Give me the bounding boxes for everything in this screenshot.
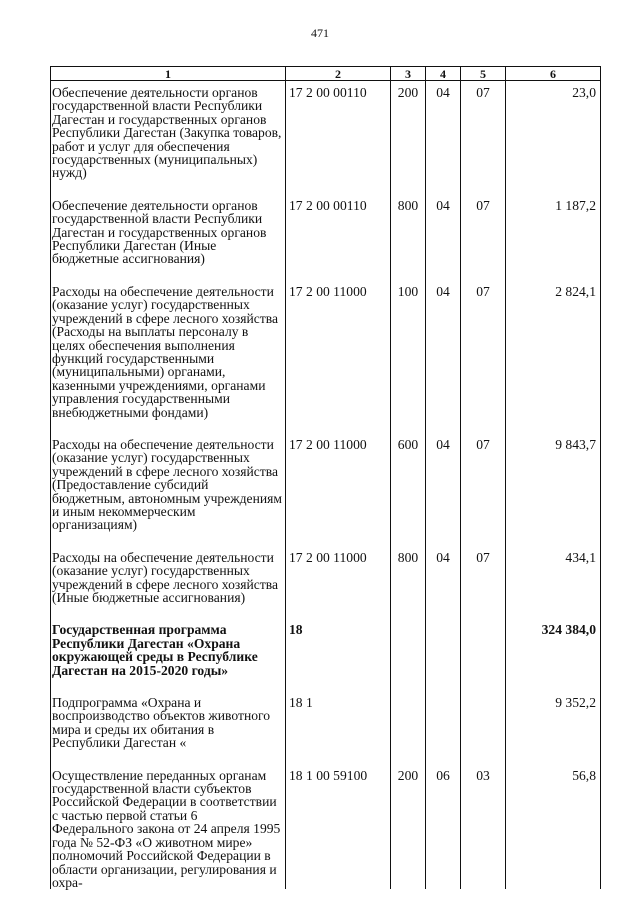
row-section xyxy=(426,691,461,764)
row-expense-type xyxy=(391,691,426,764)
column-header: 6 xyxy=(506,67,601,81)
row-expense-type: 800 xyxy=(391,546,426,619)
row-subsection: 03 xyxy=(461,764,506,890)
table-header xyxy=(51,67,601,81)
row-description: Расходы на обеспечение деятельности (оказание услуг) государственных учреждений в сфере лесного хозяйства (Расходы на выплаты персоналу в целях обеспечения выполнения функций государственными (муниципальными) органами, казенными учреждениями, органами управления государственными внебюджетными фондами) xyxy=(51,280,286,433)
row-amount: 434,1 xyxy=(506,546,601,619)
row-amount: 56,8 xyxy=(506,764,601,890)
table-row xyxy=(51,81,601,194)
row-section: 04 xyxy=(426,433,461,546)
row-subsection: 07 xyxy=(461,280,506,433)
row-target-article: 17 2 00 11000 xyxy=(286,546,391,619)
row-target-article: 17 2 00 11000 xyxy=(286,280,391,433)
row-description: Осуществление переданных органам государственной власти субъектов Российской Федерации в соответствии с частью первой статьи 6 Федерального закона от 24 апреля 1995 года № 52-ФЗ «О животном мире» полномочий Российской Федерации в области организации, регулирования и охра- xyxy=(51,764,286,890)
row-amount: 2 824,1 xyxy=(506,280,601,433)
row-amount: 9 352,2 xyxy=(506,691,601,764)
row-expense-type: 200 xyxy=(391,764,426,890)
row-expense-type: 600 xyxy=(391,433,426,546)
table-row xyxy=(51,194,601,280)
row-description: Подпрограмма «Охрана и воспроизводство объектов животного мира и среды их обитания в Республики Дагестан « xyxy=(51,691,286,764)
page-number: 471 xyxy=(311,26,329,40)
row-section: 06 xyxy=(426,764,461,890)
table-row xyxy=(51,280,601,433)
row-amount: 9 843,7 xyxy=(506,433,601,546)
row-expense-type: 200 xyxy=(391,81,426,194)
column-header: 1 xyxy=(51,67,286,81)
row-target-article: 18 xyxy=(286,618,391,691)
row-section xyxy=(426,618,461,691)
table-row xyxy=(51,433,601,546)
row-subsection: 07 xyxy=(461,433,506,546)
row-section: 04 xyxy=(426,280,461,433)
row-amount: 324 384,0 xyxy=(506,618,601,691)
row-subsection xyxy=(461,691,506,764)
row-section: 04 xyxy=(426,81,461,194)
row-description: Обеспечение деятельности органов государственной власти Республики Дагестан и государственных органов Республики Дагестан (Закупка товаров, работ и услуг для обеспечения государственных (муниципальных) нужд) xyxy=(51,81,286,194)
row-description: Государственная программа Республики Дагестан «Охрана окружающей среды в Республике Дагестан на 2015-2020 годы» xyxy=(51,618,286,691)
row-amount: 1 187,2 xyxy=(506,194,601,280)
row-target-article: 18 1 xyxy=(286,691,391,764)
row-description: Обеспечение деятельности органов государственной власти Республики Дагестан и государственных органов Республики Дагестан (Иные бюджетные ассигнования) xyxy=(51,194,286,280)
row-target-article: 17 2 00 00110 xyxy=(286,194,391,280)
row-subsection: 07 xyxy=(461,194,506,280)
row-target-article: 17 2 00 00110 xyxy=(286,81,391,194)
column-header: 3 xyxy=(391,67,426,81)
row-expense-type xyxy=(391,618,426,691)
row-subsection: 07 xyxy=(461,546,506,619)
row-section: 04 xyxy=(426,546,461,619)
table-body xyxy=(51,81,601,890)
row-target-article: 17 2 00 11000 xyxy=(286,433,391,546)
column-header: 2 xyxy=(286,67,391,81)
row-expense-type: 100 xyxy=(391,280,426,433)
row-subsection: 07 xyxy=(461,81,506,194)
row-expense-type: 800 xyxy=(391,194,426,280)
budget-table xyxy=(50,66,601,889)
column-header: 4 xyxy=(426,67,461,81)
table-row-program xyxy=(51,618,601,691)
row-amount: 23,0 xyxy=(506,81,601,194)
row-description: Расходы на обеспечение деятельности (оказание услуг) государственных учреждений в сфере лесного хозяйства (Иные бюджетные ассигнования) xyxy=(51,546,286,619)
row-target-article: 18 1 00 59100 xyxy=(286,764,391,890)
column-header: 5 xyxy=(461,67,506,81)
table-row xyxy=(51,764,601,890)
table-row-subprogram xyxy=(51,691,601,764)
row-subsection xyxy=(461,618,506,691)
row-description: Расходы на обеспечение деятельности (оказание услуг) государственных учреждений в сфере лесного хозяйства (Предоставление субсидий бюджетным, автономным учреждениям и иным некоммерческим организациям) xyxy=(51,433,286,546)
row-section: 04 xyxy=(426,194,461,280)
table-row xyxy=(51,546,601,619)
